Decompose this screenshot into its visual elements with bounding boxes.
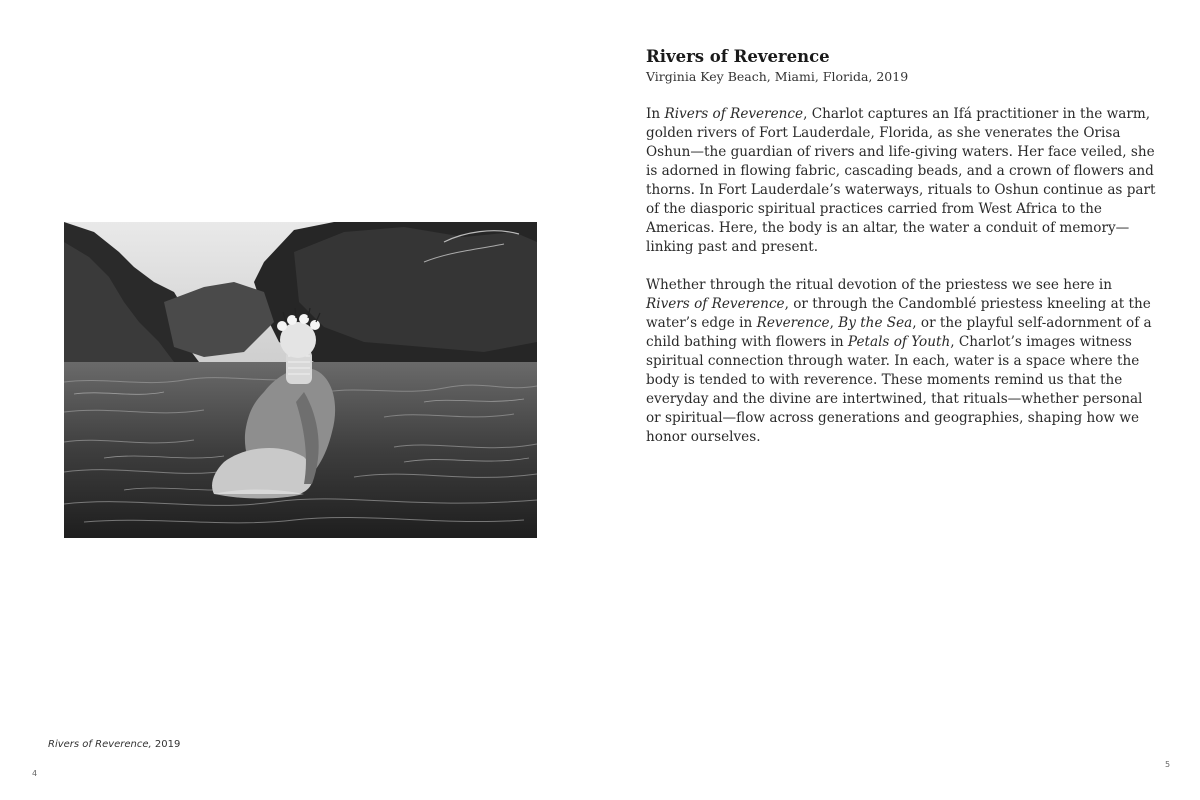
river-photograph	[64, 222, 537, 538]
p2-text-d: , or the playful self-adornment of a child bathing with flowers in	[646, 315, 1152, 350]
p1-text-b: , Charlot captures an Ifá practitioner in the warm, golden rivers of Fort Lauderdale, Florida, as she venerates the Orisa Oshun—the guardian of rivers and life-giving waters. Her face veiled, she is adorned in flowing fabric, cascading beads, and a crown of flowers and thorns. In Fort Lauderdale’s waterways, rituals to Oshun continue as part of the diasporic spiritual practices carried from West Africa to the Americas. Here, the body is an altar, the water a conduit of memory—linking past and present.	[646, 106, 1156, 255]
p2-text-c: ,	[829, 315, 839, 331]
caption-year: 2019	[151, 739, 181, 750]
text-column	[646, 46, 1156, 447]
p2-text-e: , Charlot’s images witness spiritual connection through water. In each, water is a space where the body is tended to with reverence. These moments remind us that the everyday and the divine are intertwined, that rituals—whether personal or spiritual—flow across generations and geographies, shaping how we honor ourselves.	[646, 334, 1143, 445]
p2-text-b: , or through the Candomblé priestess kneeling at the water’s edge in	[646, 296, 1151, 331]
paragraph-one	[646, 105, 1156, 257]
caption-title: Rivers of Reverence,	[48, 739, 152, 750]
artwork-location: Virginia Key Beach, Miami, Florida, 2019	[646, 69, 909, 84]
p1-text-a: In	[646, 106, 665, 122]
p2-title-reverence: Reverence	[756, 315, 830, 331]
p2-title-by-the-sea: By the Sea	[838, 315, 913, 331]
artwork-title: Rivers of Reverence	[646, 47, 830, 66]
p2-text-a: Whether through the ritual devotion of the priestess we see here in	[646, 277, 1113, 293]
paragraph-two	[646, 276, 1156, 447]
photo-caption	[48, 739, 180, 750]
p1-title-rivers: Rivers of Reverence	[664, 106, 804, 122]
photo-image	[64, 222, 537, 538]
page-number-right: 5	[1165, 760, 1171, 769]
p2-title-petals: Petals of Youth	[847, 334, 951, 350]
p2-title-rivers: Rivers of Reverence	[646, 296, 785, 312]
page-number-left: 4	[32, 769, 38, 778]
